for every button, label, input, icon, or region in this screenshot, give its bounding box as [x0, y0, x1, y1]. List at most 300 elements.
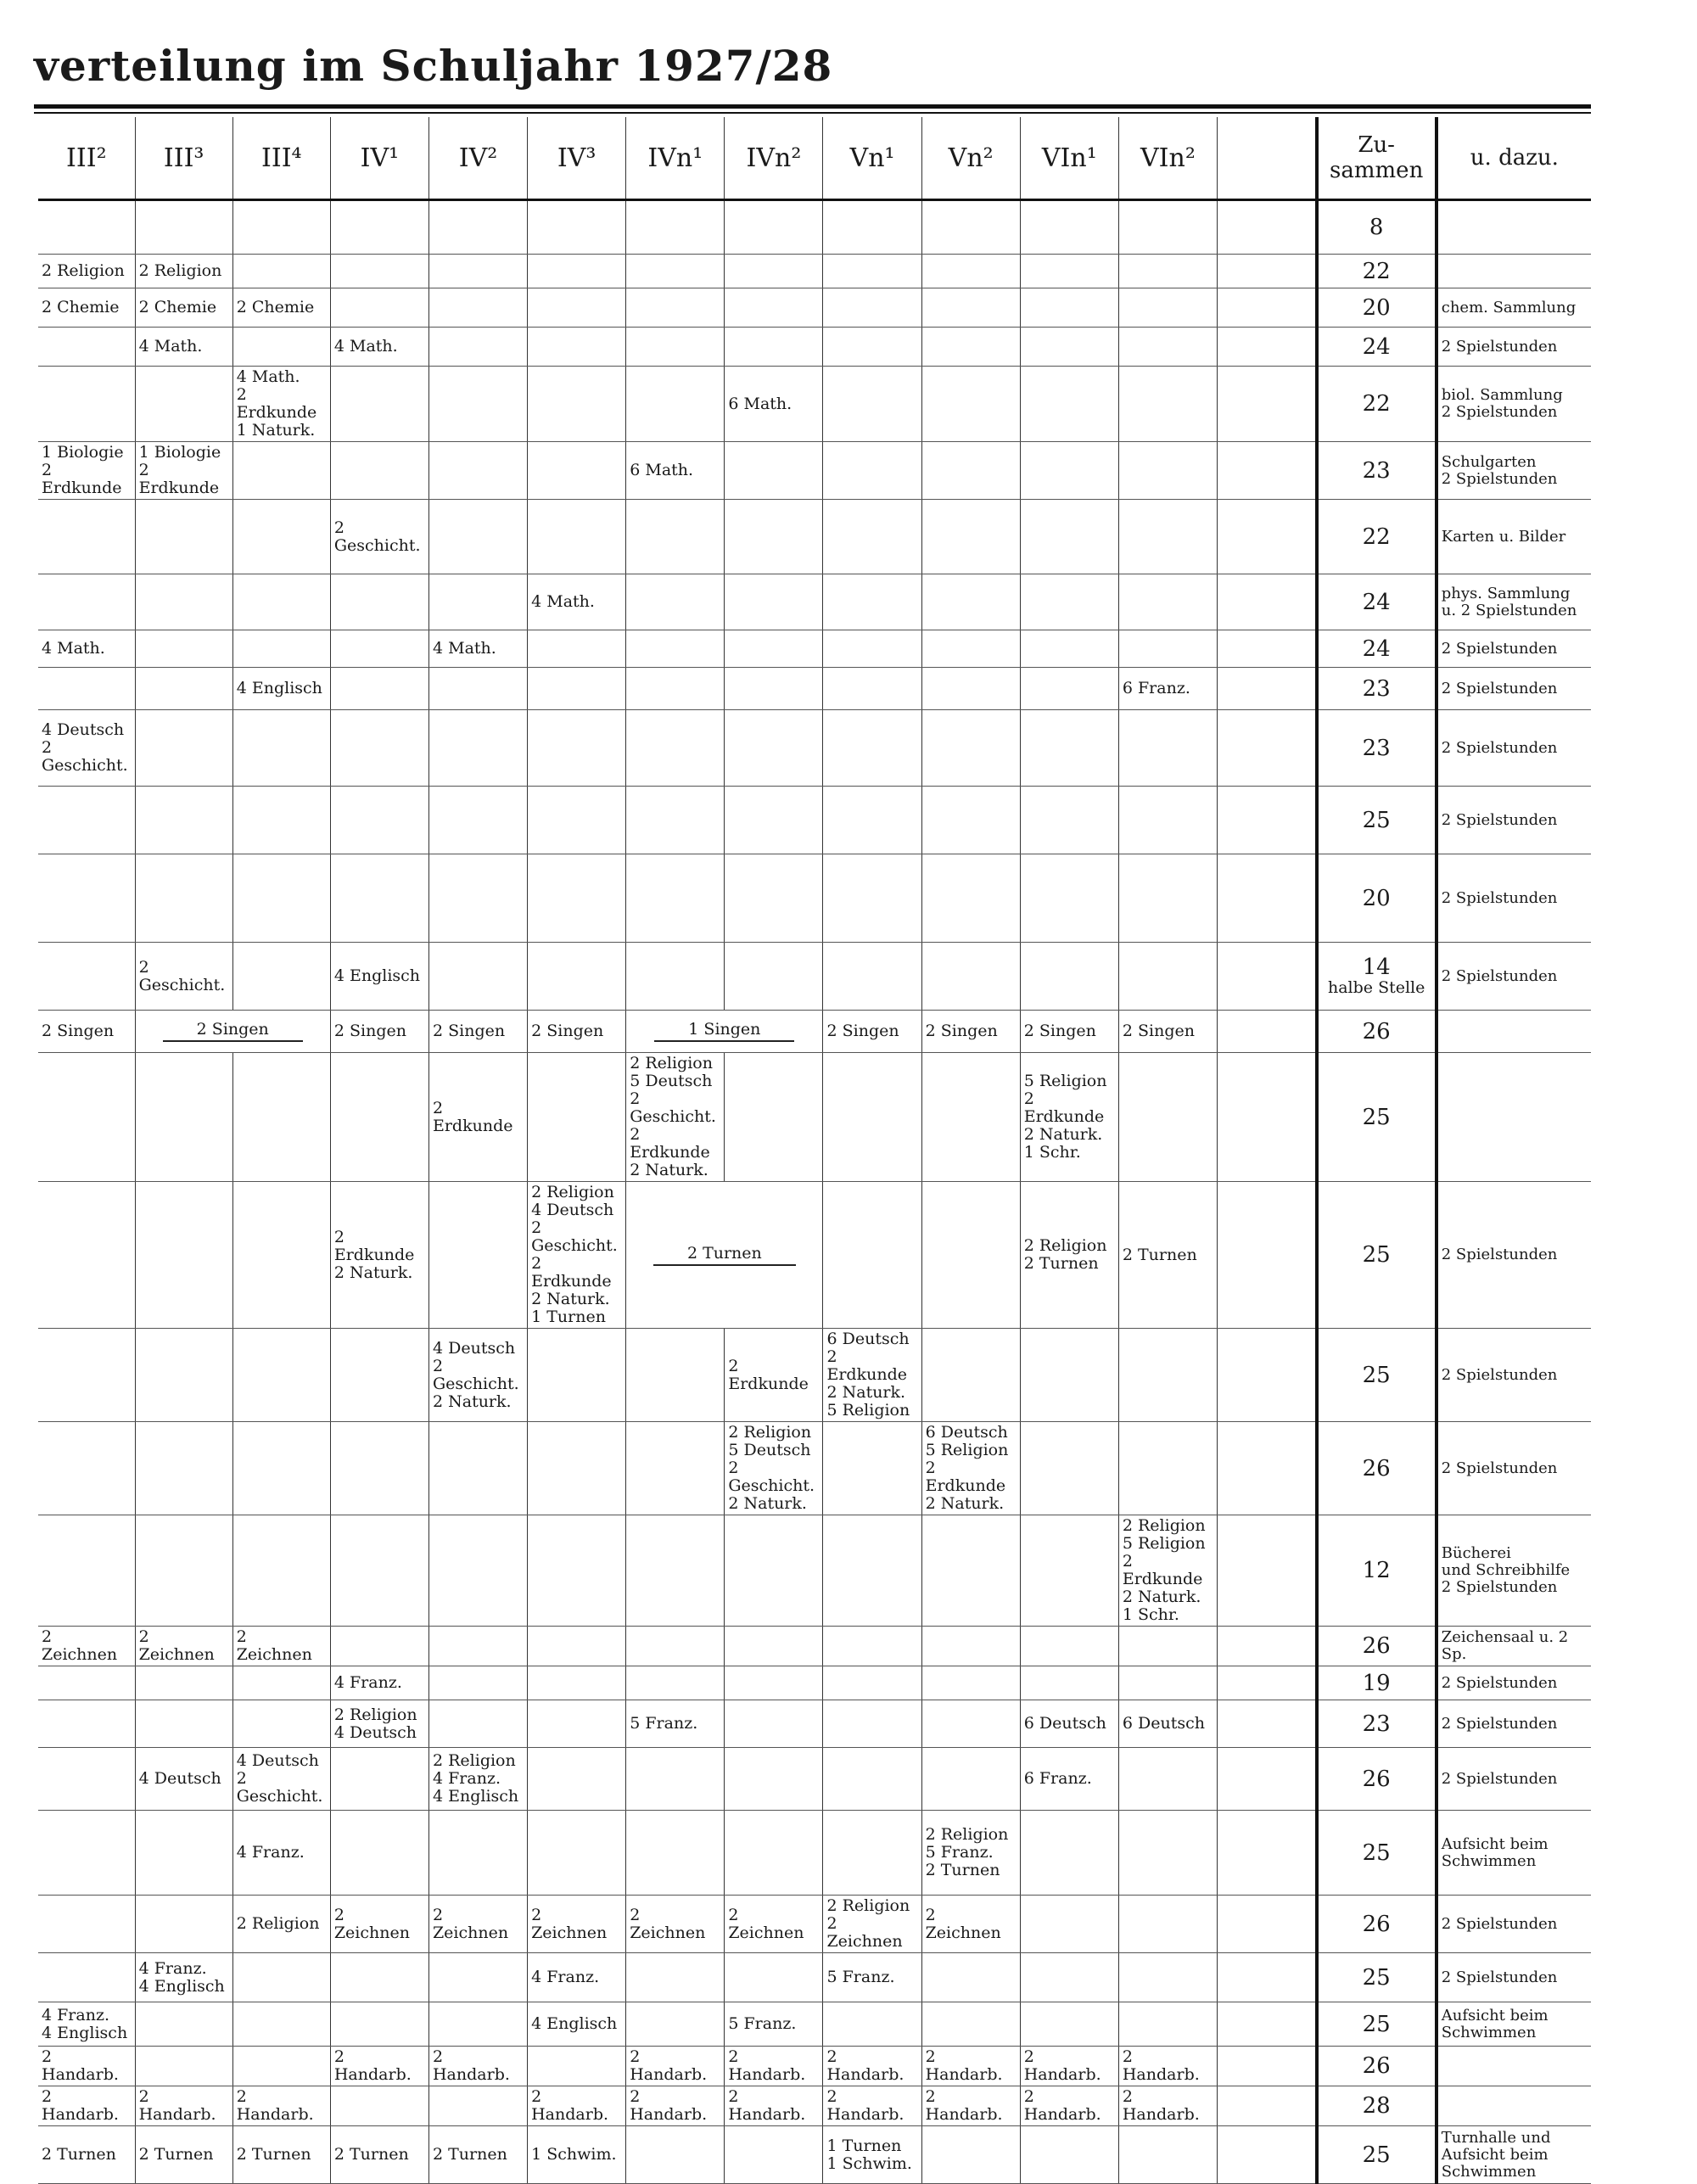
lesson-cell: [428, 1666, 527, 1700]
lesson-cell: [1020, 328, 1118, 367]
lesson-cell: [1217, 710, 1316, 787]
teacher-row: [38, 367, 1591, 442]
lesson-cell: [135, 1700, 232, 1748]
lesson-cell: [725, 255, 823, 288]
total-hours-cell: [1317, 367, 1437, 442]
lesson-cell: [725, 1627, 823, 1666]
lesson-cell: [626, 255, 725, 288]
lesson-cell: 2 Chemie: [38, 288, 135, 328]
lesson-cell: [1217, 1011, 1316, 1053]
lesson-cell: [428, 2086, 527, 2126]
lesson-cell: [1217, 2086, 1316, 2126]
lesson-cell: [725, 1700, 823, 1748]
lesson-cell: [1020, 367, 1118, 442]
title-rule-thin: [34, 112, 1591, 114]
lesson-cell: 2 Zeichnen: [626, 1896, 725, 1953]
lesson-cell: [1217, 1953, 1316, 2002]
lesson-cell: [1118, 574, 1217, 630]
lesson-cell: [135, 2047, 232, 2086]
column-header-3: IV¹: [330, 117, 428, 200]
title-rule-thick: [34, 104, 1591, 109]
lesson-cell: 6 Math.: [626, 442, 725, 500]
lesson-cell: [1217, 787, 1316, 854]
lesson-cell: [38, 328, 135, 367]
lesson-cell: [1118, 2126, 1217, 2184]
lesson-cell: [1217, 367, 1316, 442]
lesson-cell: [135, 787, 232, 854]
lesson-cell: 2 Handarb.: [1118, 2086, 1217, 2126]
teacher-row: [38, 1666, 1591, 1700]
lesson-cell: [921, 367, 1020, 442]
lesson-cell: 2 Turnen: [1118, 1182, 1217, 1329]
lesson-cell: [528, 1748, 626, 1811]
column-header-7: IVn²: [725, 117, 823, 200]
lesson-cell: [38, 854, 135, 943]
lesson-cell: [1020, 710, 1118, 787]
lesson-cell: [823, 1811, 921, 1896]
total-hours-value: 26: [1362, 2053, 1391, 2079]
lesson-cell: [1217, 668, 1316, 710]
lesson-cell: [428, 1700, 527, 1748]
lesson-cell: [330, 574, 428, 630]
additional-duties-cell: Schulgarten 2 Spielstunden: [1437, 442, 1591, 500]
teacher-row: [38, 2126, 1591, 2184]
lesson-cell: [823, 668, 921, 710]
teacher-row: [38, 1182, 1591, 1329]
lesson-cell: [232, 1700, 330, 1748]
additional-duties-cell: 2 Spielstunden: [1437, 1329, 1591, 1422]
lesson-cell: [1020, 442, 1118, 500]
lesson-cell: [921, 328, 1020, 367]
lesson-cell: 4 Math.: [528, 574, 626, 630]
lesson-cell: [1118, 200, 1217, 255]
additional-duties-cell: 2 Spielstunden: [1437, 1953, 1591, 2002]
total-hours-value: 20: [1362, 885, 1391, 911]
total-hours-note: halbe Stelle: [1327, 978, 1425, 997]
additional-duties-cell: 2 Spielstunden: [1437, 1182, 1591, 1329]
lesson-cell: [1118, 1329, 1217, 1422]
lesson-cell: [330, 367, 428, 442]
lesson-cell: [725, 442, 823, 500]
lesson-cell: [38, 1748, 135, 1811]
lesson-cell: 4 Franz.: [232, 1811, 330, 1896]
lesson-cell: [1020, 255, 1118, 288]
teacher-row: [38, 288, 1591, 328]
additional-duties-cell: 2 Spielstunden: [1437, 1896, 1591, 1953]
lesson-cell: [135, 710, 232, 787]
lesson-cell: 6 Deutsch 2 Erdkunde 2 Naturk. 5 Religion: [823, 1329, 921, 1422]
lesson-cell: [428, 1811, 527, 1896]
lesson-cell: [1217, 1700, 1316, 1748]
lesson-cell: 4 Math.: [38, 630, 135, 668]
lesson-cell: 2 Erdkunde: [428, 1053, 527, 1182]
lesson-cell: [232, 854, 330, 943]
lesson-cell: [823, 367, 921, 442]
lesson-cell: [232, 1666, 330, 1700]
lesson-cell: [1118, 442, 1217, 500]
header-row: [38, 117, 1591, 200]
column-header-4: IV²: [428, 117, 527, 200]
lesson-cell: [1020, 1627, 1118, 1666]
lesson-cell: [1217, 1811, 1316, 1896]
lesson-cell: 2 Religion 4 Deutsch: [330, 1700, 428, 1748]
lesson-cell: [1020, 1953, 1118, 2002]
lesson-cell: [921, 668, 1020, 710]
lesson-cell: [725, 854, 823, 943]
lesson-cell: [921, 442, 1020, 500]
lesson-cell: 2 Turnen: [232, 2126, 330, 2184]
total-hours-cell: [1317, 200, 1437, 255]
lesson-cell: [528, 854, 626, 943]
lesson-cell: 2 Singen: [428, 1011, 527, 1053]
lesson-cell: [921, 1627, 1020, 1666]
lesson-cell: [135, 668, 232, 710]
total-hours-cell: [1317, 500, 1437, 574]
additional-duties-cell: Zeichensaal u. 2 Sp.: [1437, 1627, 1591, 1666]
total-hours-value: 26: [1362, 1633, 1391, 1659]
lesson-cell: [38, 367, 135, 442]
additional-duties-cell: Karten u. Bilder: [1437, 500, 1591, 574]
lesson-cell: [725, 1053, 823, 1182]
lesson-cell: [38, 1422, 135, 1515]
lesson-cell: [428, 500, 527, 574]
lesson-cell: [921, 1515, 1020, 1627]
additional-duties-cell: 2 Spielstunden: [1437, 328, 1591, 367]
teacher-row: [38, 442, 1591, 500]
lesson-cell: 2 Religion 5 Deutsch 2 Geschicht. 2 Erdkunde 2 Naturk.: [626, 1053, 725, 1182]
lesson-cell: [528, 1811, 626, 1896]
lesson-cell: [626, 1627, 725, 1666]
lesson-cell: [232, 1182, 330, 1329]
total-hours-value: 12: [1362, 1558, 1391, 1583]
lesson-cell: [626, 288, 725, 328]
lesson-cell: [330, 1811, 428, 1896]
lesson-cell: 4 Math.: [428, 630, 527, 668]
lesson-cell: [38, 668, 135, 710]
lesson-cell: [725, 630, 823, 668]
lesson-cell: [1217, 1182, 1316, 1329]
lesson-cell: [1020, 1515, 1118, 1627]
lesson-cell: [330, 2086, 428, 2126]
lesson-cell: [528, 442, 626, 500]
lesson-cell: [428, 367, 527, 442]
lesson-cell: 6 Math.: [725, 367, 823, 442]
lesson-cell: [1020, 854, 1118, 943]
teacher-row: [38, 1515, 1591, 1627]
total-hours-cell: [1317, 668, 1437, 710]
lesson-cell: [823, 442, 921, 500]
lesson-cell: [528, 1700, 626, 1748]
lesson-cell: [330, 1953, 428, 2002]
lesson-cell: 4 Deutsch 2 Geschicht.: [38, 710, 135, 787]
lesson-cell: [626, 574, 725, 630]
total-hours-cell: [1317, 630, 1437, 668]
lesson-cell: [1118, 2002, 1217, 2047]
lesson-cell: [135, 1329, 232, 1422]
total-hours-cell: [1317, 943, 1437, 1011]
lesson-cell: [330, 255, 428, 288]
lesson-cell: 2 Turnen: [428, 2126, 527, 2184]
total-hours-value: 22: [1362, 524, 1391, 550]
lesson-cell: [626, 943, 725, 1011]
lesson-cell: 6 Deutsch 5 Religion 2 Erdkunde 2 Naturk.: [921, 1422, 1020, 1515]
lesson-cell: [1217, 574, 1316, 630]
lesson-cell: 2 Zeichnen: [232, 1627, 330, 1666]
lesson-cell: [330, 854, 428, 943]
lesson-cell: 2 Handarb.: [38, 2047, 135, 2086]
teacher-row: [38, 1700, 1591, 1748]
total-hours-value: 23: [1362, 1711, 1391, 1737]
lesson-cell: 4 Franz.: [330, 1666, 428, 1700]
teacher-row: [38, 328, 1591, 367]
total-hours-value: 26: [1362, 1766, 1391, 1792]
lesson-cell: 2 Singen: [1118, 1011, 1217, 1053]
lesson-cell: 1 Schwim.: [528, 2126, 626, 2184]
lesson-cell: [528, 500, 626, 574]
total-hours-cell: [1317, 1700, 1437, 1748]
lesson-cell: [135, 1666, 232, 1700]
lesson-cell: [232, 710, 330, 787]
total-hours-cell: [1317, 1896, 1437, 1953]
total-hours-value: 24: [1362, 589, 1391, 615]
lesson-cell: [1020, 630, 1118, 668]
lesson-cell: [1217, 1627, 1316, 1666]
teacher-row: [38, 1748, 1591, 1811]
lesson-cell: 1 Biologie 2 Erdkunde: [38, 442, 135, 500]
lesson-cell: [528, 710, 626, 787]
lesson-cell: [428, 1627, 527, 1666]
lesson-cell: 2 Singen: [330, 1011, 428, 1053]
lesson-cell: [921, 710, 1020, 787]
total-hours-value: 14: [1362, 955, 1391, 980]
lesson-cell: 1 Biologie 2 Erdkunde: [135, 442, 232, 500]
lesson-cell: [725, 1811, 823, 1896]
lesson-cell: [135, 1896, 232, 1953]
column-header-1: III³: [135, 117, 232, 200]
lesson-cell: [1020, 1329, 1118, 1422]
lesson-cell: [1118, 1748, 1217, 1811]
lesson-cell: [528, 1627, 626, 1666]
lesson-cell: [823, 1422, 921, 1515]
teacher-row: [38, 1329, 1591, 1422]
lesson-cell: [135, 200, 232, 255]
teacher-row: [38, 2002, 1591, 2047]
lesson-cell: 6 Deutsch: [1118, 1700, 1217, 1748]
total-hours-cell: [1317, 1422, 1437, 1515]
total-hours-cell: [1317, 1811, 1437, 1896]
lesson-cell: [626, 668, 725, 710]
teacher-row: [38, 200, 1591, 255]
total-hours-cell: [1317, 2002, 1437, 2047]
lesson-cell: [1020, 1422, 1118, 1515]
lesson-cell: 4 Franz. 4 Englisch: [38, 2002, 135, 2047]
lesson-cell: 2 Handarb.: [528, 2086, 626, 2126]
additional-duties-cell: [1437, 2086, 1591, 2126]
lesson-cell: [823, 288, 921, 328]
total-hours-cell: [1317, 1182, 1437, 1329]
column-header-2: III⁴: [232, 117, 330, 200]
lesson-cell: [330, 1053, 428, 1182]
lesson-cell: [1217, 1515, 1316, 1627]
lesson-cell: [823, 1748, 921, 1811]
lesson-cell: [921, 255, 1020, 288]
lesson-cell: [823, 255, 921, 288]
lesson-cell: 2 Chemie: [135, 288, 232, 328]
total-hours-value: 25: [1362, 1104, 1391, 1130]
lesson-cell: [1118, 1053, 1217, 1182]
lesson-cell: 4 Math.: [330, 328, 428, 367]
lesson-cell: [1217, 1896, 1316, 1953]
lesson-cell: [921, 500, 1020, 574]
lesson-cell: [38, 1329, 135, 1422]
total-hours-value: 25: [1362, 1840, 1391, 1866]
lesson-cell: 2 Religion 4 Deutsch 2 Geschicht. 2 Erdkunde 2 Naturk. 1 Turnen: [528, 1182, 626, 1329]
column-header-6: IVn¹: [626, 117, 725, 200]
lesson-cell: 2 Zeichnen: [428, 1896, 527, 1953]
total-hours-value: 22: [1362, 391, 1391, 417]
lesson-cell: [135, 630, 232, 668]
total-hours-cell: [1317, 1666, 1437, 1700]
lesson-cell: [725, 2126, 823, 2184]
lesson-cell: [528, 787, 626, 854]
total-hours-value: 25: [1362, 807, 1391, 833]
total-hours-cell: [1317, 288, 1437, 328]
additional-duties-cell: [1437, 200, 1591, 255]
lesson-cell: [38, 200, 135, 255]
lesson-cell: [921, 1182, 1020, 1329]
shared-lesson-label: 1 Singen: [654, 1021, 794, 1042]
lesson-cell: 4 Franz. 4 Englisch: [135, 1953, 232, 2002]
lesson-cell: [428, 943, 527, 1011]
lesson-cell: [428, 787, 527, 854]
lesson-cell: [626, 1422, 725, 1515]
lesson-cell: [921, 1700, 1020, 1748]
column-header-0: III²: [38, 117, 135, 200]
total-hours-cell: [1317, 1329, 1437, 1422]
lesson-cell: 2 Zeichnen: [528, 1896, 626, 1953]
lesson-cell: [428, 288, 527, 328]
lesson-cell: [232, 574, 330, 630]
additional-duties-cell: [1437, 1011, 1591, 1053]
lesson-cell: [232, 1329, 330, 1422]
lesson-cell: 2 Handarb.: [1020, 2047, 1118, 2086]
lesson-cell: 2 Religion 2 Zeichnen: [823, 1896, 921, 1953]
lesson-cell: 2 Geschicht.: [330, 500, 428, 574]
lesson-cell: [232, 630, 330, 668]
additional-duties-cell: biol. Sammlung 2 Spielstunden: [1437, 367, 1591, 442]
lesson-cell: 2 Zeichnen: [135, 1627, 232, 1666]
lesson-cell: [1020, 943, 1118, 1011]
lesson-cell: 2 Religion 4 Franz. 4 Englisch: [428, 1748, 527, 1811]
lesson-cell: [135, 2002, 232, 2047]
additional-duties-cell: Aufsicht beim Schwimmen: [1437, 1811, 1591, 1896]
lesson-cell: [823, 2002, 921, 2047]
teacher-row: [38, 574, 1591, 630]
lesson-cell: [428, 255, 527, 288]
lesson-cell: [1118, 500, 1217, 574]
lesson-cell: [1217, 1748, 1316, 1811]
lesson-cell: 2 Handarb.: [921, 2086, 1020, 2126]
lesson-cell: [725, 943, 823, 1011]
lesson-cell: [528, 367, 626, 442]
teacher-row: [38, 1422, 1591, 1515]
lesson-cell: [626, 1329, 725, 1422]
lesson-cell: [823, 574, 921, 630]
total-hours-cell: [1317, 2047, 1437, 2086]
lesson-cell: [626, 2126, 725, 2184]
lesson-cell: [921, 2126, 1020, 2184]
lesson-cell: [528, 328, 626, 367]
lesson-cell: [1118, 1627, 1217, 1666]
lesson-cell: [1118, 1896, 1217, 1953]
total-hours-value: 25: [1362, 1242, 1391, 1268]
lesson-cell: [428, 328, 527, 367]
lesson-cell: [626, 1666, 725, 1700]
total-hours-value: 26: [1362, 1911, 1391, 1937]
lesson-cell: [38, 787, 135, 854]
teacher-row: [38, 255, 1591, 288]
lesson-cell: [135, 1011, 330, 1053]
lesson-cell: 5 Franz.: [725, 2002, 823, 2047]
lesson-cell: 4 Englisch: [232, 668, 330, 710]
lesson-cell: [823, 500, 921, 574]
lesson-cell: 4 Deutsch 2 Geschicht. 2 Naturk.: [428, 1329, 527, 1422]
lesson-cell: [428, 574, 527, 630]
teacher-row: [38, 1011, 1591, 1053]
lesson-cell: [626, 1748, 725, 1811]
lesson-cell: [1217, 1422, 1316, 1515]
lesson-cell: [725, 787, 823, 854]
lesson-cell: [921, 574, 1020, 630]
lesson-cell: 2 Handarb.: [1020, 2086, 1118, 2126]
lesson-cell: [725, 574, 823, 630]
column-header-8: Vn¹: [823, 117, 921, 200]
lesson-cell: 4 Englisch: [528, 2002, 626, 2047]
lesson-cell: 2 Religion: [232, 1896, 330, 1953]
lesson-cell: [626, 1515, 725, 1627]
lesson-cell: [1217, 288, 1316, 328]
lesson-cell: 2 Zeichnen: [725, 1896, 823, 1953]
lesson-cell: [428, 1953, 527, 2002]
lesson-cell: [921, 630, 1020, 668]
lesson-cell: 4 Englisch: [330, 943, 428, 1011]
lesson-cell: 2 Erdkunde 2 Naturk.: [330, 1182, 428, 1329]
lesson-cell: [232, 787, 330, 854]
lesson-cell: [1217, 200, 1316, 255]
lesson-cell: [921, 854, 1020, 943]
lesson-cell: [823, 787, 921, 854]
total-hours-cell: [1317, 1053, 1437, 1182]
column-header-9: Vn²: [921, 117, 1020, 200]
column-header-11: VIn²: [1118, 117, 1217, 200]
lesson-cell: [232, 328, 330, 367]
lesson-cell: [528, 668, 626, 710]
lesson-cell: [1118, 787, 1217, 854]
total-hours-cell: [1317, 1011, 1437, 1053]
lesson-cell: 2 Zeichnen: [330, 1896, 428, 1953]
lesson-cell: [1020, 1896, 1118, 1953]
teacher-row: [38, 1896, 1591, 1953]
lesson-cell: [1118, 288, 1217, 328]
lesson-cell: 2 Religion: [38, 255, 135, 288]
total-hours-cell: [1317, 787, 1437, 854]
total-hours-cell: [1317, 1627, 1437, 1666]
lesson-cell: [626, 630, 725, 668]
lesson-cell: [330, 787, 428, 854]
lesson-cell: [725, 1515, 823, 1627]
lesson-cell: [1020, 1666, 1118, 1700]
lesson-cell: 2 Handarb.: [135, 2086, 232, 2126]
